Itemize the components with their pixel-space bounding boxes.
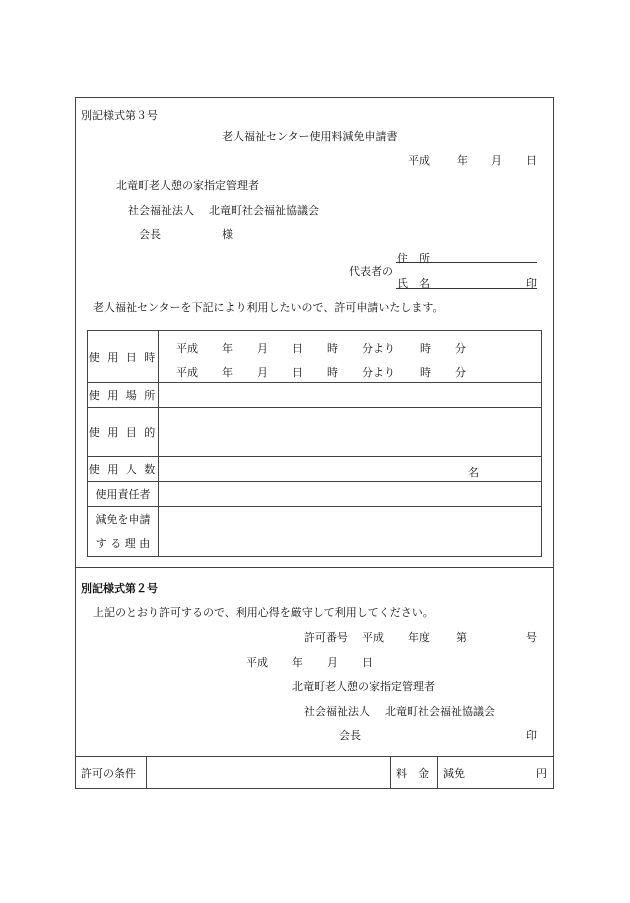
time-hour2: 時 <box>420 365 431 379</box>
table-row <box>88 457 542 482</box>
permit-corp-name: 北竜町社会福祉協議会 <box>385 705 495 718</box>
request-text: 老人福祉センターを下記により利用したいので、許可申請いたします。 <box>93 301 444 314</box>
people-cell[interactable] <box>159 457 542 482</box>
time-month: 月 <box>257 341 268 355</box>
permit-date-month: 月 <box>327 656 338 669</box>
date-label: 使 用 日 時 <box>88 331 159 383</box>
time-hour2: 時 <box>420 341 431 355</box>
addressee-title: 会長 <box>139 228 161 241</box>
permit-no-suffix: 号 <box>526 631 537 644</box>
representative-label: 代表者の <box>349 265 393 278</box>
addressee-corp-name: 北竜町社会福祉協議会 <box>209 204 319 217</box>
application-table <box>87 330 542 557</box>
permit-seal: 印 <box>526 729 537 742</box>
table-row <box>88 408 542 457</box>
permit-org: 北竜町老人憩の家指定管理者 <box>292 680 435 693</box>
footer-col-3 <box>437 756 438 789</box>
time-day: 日 <box>292 341 303 355</box>
responsible-label: 使用責任者 <box>88 482 159 507</box>
fee-label: 料 金 <box>396 767 429 780</box>
people-unit: 名 <box>468 466 479 479</box>
conditions-label: 許可の条件 <box>81 767 136 780</box>
time-minute2: 分 <box>455 365 466 379</box>
fee-value: 減免 <box>443 767 465 780</box>
permit-number-label: 許可番号 <box>304 631 348 644</box>
name-label: 氏 名 <box>397 277 430 290</box>
addressee-org: 北竜町老人憩の家指定管理者 <box>116 179 259 192</box>
reason-cell[interactable] <box>159 507 542 557</box>
address-underline <box>396 262 537 263</box>
reason-label <box>88 507 159 557</box>
time-from: 分より <box>362 341 395 355</box>
purpose-cell[interactable] <box>159 408 542 457</box>
conditions-field[interactable] <box>146 757 390 788</box>
fee-unit: 円 <box>536 767 547 780</box>
reason-label-line-1: 減免を申請 <box>95 512 151 526</box>
addressee-corp-type: 社会福祉法人 <box>128 204 194 217</box>
table-row <box>88 482 542 507</box>
form-title: 老人福祉センター使用料減免申請書 <box>222 130 398 143</box>
permit-fiscal-year: 年度 <box>408 631 430 644</box>
date-year: 年 <box>457 154 468 167</box>
date-era: 平成 <box>408 154 430 167</box>
permit-era: 平成 <box>362 631 384 644</box>
permit-title: 会長 <box>339 729 361 742</box>
permit-date-day: 日 <box>362 656 373 669</box>
date-month: 月 <box>491 154 502 167</box>
permit-corp-type: 社会福祉法人 <box>304 705 370 718</box>
table-row <box>88 507 542 557</box>
time-hour: 時 <box>327 341 338 355</box>
time-minute2: 分 <box>455 341 466 355</box>
place-cell[interactable] <box>159 383 542 408</box>
address-label: 住 所 <box>397 252 430 265</box>
date-cell[interactable] <box>159 331 542 383</box>
time-era: 平成 <box>176 365 198 379</box>
date-day: 日 <box>526 154 537 167</box>
permit-no-prefix: 第 <box>456 631 467 644</box>
time-month: 月 <box>257 365 268 379</box>
form-number: 別記様式第３号 <box>81 109 158 122</box>
permit-date-era: 平成 <box>246 656 268 669</box>
addressee-honorific: 様 <box>222 228 233 241</box>
people-label: 使 用 人 数 <box>88 457 159 482</box>
table-row <box>88 383 542 408</box>
reason-label-line-2: す る 理 由 <box>95 536 151 550</box>
time-from: 分より <box>362 365 395 379</box>
permit-date-year: 年 <box>292 656 303 669</box>
permit-form-number: 別記様式第２号 <box>81 582 158 595</box>
time-year: 年 <box>222 341 233 355</box>
time-day: 日 <box>292 365 303 379</box>
permit-text: 上記のとおり許可するので、利用心得を厳守して利用してください。 <box>93 606 434 619</box>
responsible-cell[interactable] <box>159 482 542 507</box>
time-year: 年 <box>222 365 233 379</box>
name-underline <box>396 288 537 289</box>
purpose-label: 使 用 目 的 <box>88 408 159 457</box>
time-hour: 時 <box>327 365 338 379</box>
section-divider <box>75 567 554 568</box>
footer-col-2 <box>390 756 391 789</box>
time-era: 平成 <box>176 341 198 355</box>
table-row <box>88 331 542 383</box>
place-label: 使 用 場 所 <box>88 383 159 408</box>
applicant-seal: 印 <box>526 277 537 290</box>
